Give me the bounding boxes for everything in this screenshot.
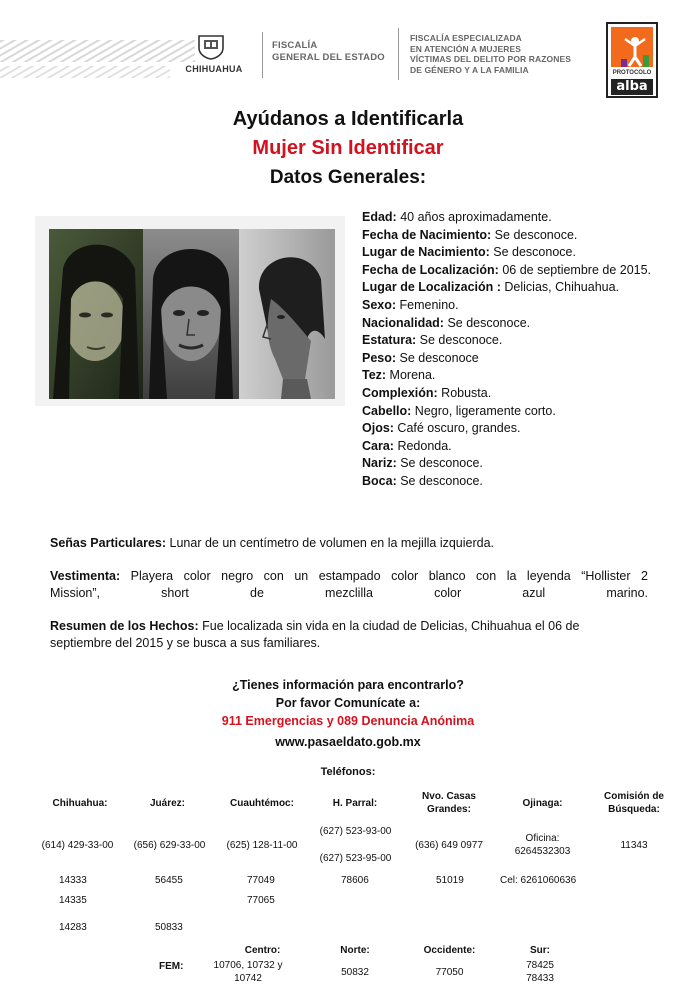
detail-value: 40 años aproximadamente. bbox=[396, 210, 552, 224]
fem-header-norte: Norte: bbox=[340, 945, 370, 956]
phone-header-cuauhtemoc: Cuauhtémoc: bbox=[230, 798, 294, 809]
detail-label: Sexo: bbox=[362, 297, 397, 312]
ojinaga-cel[interactable]: Cel: 6261060636 bbox=[500, 875, 577, 886]
phone-header-ojinaga: Ojinaga: bbox=[522, 798, 563, 809]
vestimenta-line-2: Mission”, short de mezclilla color azul marino. bbox=[50, 586, 648, 600]
detail-row-edad bbox=[362, 209, 662, 227]
detail-row-tez bbox=[362, 367, 662, 385]
contact-call: Por favor Comunícate a: bbox=[275, 696, 421, 710]
photo-frame bbox=[35, 216, 345, 406]
face-reconstruction-graphic bbox=[49, 229, 335, 399]
fiscalia-especializada-logo bbox=[410, 33, 600, 75]
detail-value: Café oscuro, grandes. bbox=[393, 421, 521, 436]
decorative-stripe bbox=[0, 40, 195, 62]
phone-header-comision: Comisión de Búsqueda: bbox=[603, 791, 664, 815]
fem-header-occidente: Occidente: bbox=[423, 945, 476, 956]
fem-norte-value: 50832 bbox=[341, 967, 369, 978]
detail-row-sexo bbox=[362, 297, 662, 315]
detail-label: Nariz: bbox=[362, 456, 397, 471]
especializada-line: VÍCTIMAS DEL DELITO POR RAZONES bbox=[410, 54, 571, 64]
state-shield-icon bbox=[196, 34, 226, 60]
detail-row-estatura bbox=[362, 332, 662, 350]
detail-value: Delicias, Chihuahua. bbox=[500, 280, 620, 295]
detail-value: Se desconoce bbox=[396, 350, 479, 365]
face-reconstruction-image bbox=[49, 229, 335, 399]
phone-cuauhtemoc[interactable]: (625) 128-11-00 bbox=[226, 840, 298, 851]
fem-sur-value-2: 78433 bbox=[526, 973, 554, 984]
phone-juarez[interactable]: (656) 629-33-00 bbox=[133, 840, 206, 851]
ext-juarez-2: 50833 bbox=[155, 922, 183, 933]
detail-value: Se desconoce. bbox=[396, 473, 483, 488]
ext-juarez-1: 56455 bbox=[155, 875, 183, 886]
resumen-line-2: septiembre del 2015 y se busca a sus familiares. bbox=[50, 636, 321, 650]
detail-row-ojos bbox=[362, 420, 662, 438]
detail-value: Robusta. bbox=[437, 385, 492, 400]
vestimenta-label: Vestimenta: bbox=[50, 569, 121, 583]
senas-value: Lunar de un centímetro de volumen en la mejilla izquierda. bbox=[166, 536, 495, 550]
decorative-stripe bbox=[0, 66, 170, 78]
detail-label: Complexión: bbox=[362, 385, 438, 400]
website-link[interactable]: www.pasaeldato.gob.mx bbox=[275, 735, 421, 749]
alba-figure-icon bbox=[621, 35, 649, 67]
detail-row-nacionalidad bbox=[362, 315, 662, 333]
especializada-line: FISCALÍA ESPECIALIZADA bbox=[410, 33, 522, 43]
detail-value: Negro, ligeramente corto. bbox=[411, 403, 556, 418]
fem-header-centro: Centro: bbox=[244, 945, 281, 956]
especializada-line: EN ATENCIÓN A MUJERES bbox=[410, 43, 522, 54]
phone-parral-1[interactable]: (627) 523-93-00 bbox=[319, 826, 392, 837]
fiscalia-line-1: FISCALÍA bbox=[272, 40, 318, 51]
fem-header-sur: Sur: bbox=[530, 945, 550, 956]
ext-chihuahua-1: 14333 bbox=[59, 875, 87, 886]
page-subtitle: Mujer Sin Identificar bbox=[252, 137, 444, 159]
resumen-label: Resumen de los Hechos: bbox=[50, 619, 199, 633]
page-title: Ayúdanos a Identificarla bbox=[232, 108, 464, 130]
header-divider bbox=[262, 32, 263, 78]
ext-parral-1: 78606 bbox=[341, 875, 369, 886]
phone-header-parral: H. Parral: bbox=[332, 798, 378, 809]
senas-label: Señas Particulares: bbox=[50, 536, 167, 550]
ext-casas-grandes-1: 51019 bbox=[436, 875, 464, 886]
vestimenta-value: Playera color negro con un estampado color blanco con la leyenda “Hollister 2 bbox=[120, 569, 648, 583]
ext-chihuahua-3: 14283 bbox=[59, 922, 87, 933]
header-divider bbox=[398, 28, 399, 80]
phone-parral-2[interactable]: (627) 523-95-00 bbox=[319, 853, 392, 864]
state-name: CHIHUAHUA bbox=[185, 64, 243, 74]
detail-label: Cara: bbox=[362, 438, 394, 453]
detail-row-lugar-nacimiento bbox=[362, 244, 662, 262]
detail-row-fecha-localizacion bbox=[362, 262, 662, 280]
protocolo-alba-logo bbox=[606, 22, 658, 98]
detail-row-boca bbox=[362, 473, 662, 491]
fem-occidente-value: 77050 bbox=[435, 967, 464, 978]
phone-header-casas-grandes: Nvo. Casas Grandes: bbox=[422, 791, 476, 815]
fem-sur-value-1: 78425 bbox=[526, 960, 554, 971]
detail-label: Estatura: bbox=[362, 333, 417, 348]
detail-label: Edad: bbox=[362, 210, 397, 224]
ext-cuauhtemoc-2: 77065 bbox=[247, 895, 275, 906]
protocolo-label: PROTOCOLO bbox=[612, 70, 652, 76]
phone-ojinaga-oficina[interactable]: Oficina: 6264532303 bbox=[514, 833, 571, 857]
detail-value: Se desconoce. bbox=[491, 227, 578, 242]
detail-row-nariz bbox=[362, 455, 662, 473]
detail-row-cabello bbox=[362, 403, 662, 421]
detail-value: Femenino. bbox=[396, 297, 459, 312]
detail-row-fecha-nacimiento bbox=[362, 227, 662, 245]
detail-row-peso bbox=[362, 350, 662, 368]
detail-label: Peso: bbox=[362, 350, 397, 365]
detail-label: Tez: bbox=[362, 368, 387, 383]
phones-title: Teléfonos: bbox=[320, 766, 376, 778]
details-list bbox=[362, 209, 662, 491]
detail-value: Se desconoce. bbox=[416, 333, 503, 348]
contact-question: ¿Tienes información para encontrarlo? bbox=[232, 678, 464, 692]
detail-label: Fecha de Localización: bbox=[362, 262, 499, 277]
detail-label: Ojos: bbox=[362, 421, 394, 436]
detail-label: Nacionalidad: bbox=[362, 315, 444, 330]
detail-row-complexion bbox=[362, 385, 662, 403]
header-bar bbox=[0, 0, 696, 100]
phone-comision[interactable]: 11343 bbox=[620, 840, 648, 851]
senas-particulares bbox=[50, 535, 648, 552]
resumen-value: Fue localizada sin vida en la ciudad de Delicias, Chihuahua el 06 de bbox=[198, 619, 580, 633]
detail-label: Lugar de Nacimiento: bbox=[362, 245, 490, 260]
detail-row-cara bbox=[362, 438, 662, 456]
detail-value: Se desconoce. bbox=[489, 245, 576, 260]
detail-value: Se desconoce. bbox=[396, 456, 483, 471]
detail-label: Cabello: bbox=[362, 403, 412, 418]
especializada-line: DE GÉNERO Y A LA FAMILIA bbox=[410, 64, 529, 75]
fem-centro-values: 10706, 10732 y 10742 bbox=[213, 960, 283, 984]
ext-cuauhtemoc-1: 77049 bbox=[247, 875, 275, 886]
vestimenta bbox=[50, 568, 648, 602]
ext-chihuahua-2: 14335 bbox=[59, 895, 87, 906]
detail-label: Boca: bbox=[362, 473, 397, 488]
resumen-hechos bbox=[50, 618, 648, 652]
phone-casas-grandes[interactable]: (636) 649 0977 bbox=[415, 840, 483, 851]
detail-label: Fecha de Nacimiento: bbox=[362, 227, 492, 242]
detail-value: Se desconoce. bbox=[443, 315, 531, 330]
resumen-line-1 bbox=[50, 618, 648, 635]
fem-label: FEM: bbox=[159, 961, 184, 972]
detail-label: Lugar de Localización : bbox=[362, 280, 501, 295]
phone-chihuahua[interactable]: (614) 429-33-00 bbox=[41, 840, 114, 851]
vestimenta-line-1 bbox=[50, 568, 648, 585]
detail-value: Redonda. bbox=[393, 438, 452, 453]
fiscalia-general-logo bbox=[272, 40, 385, 64]
alba-label: alba bbox=[611, 79, 653, 95]
detail-value: Morena. bbox=[386, 368, 436, 383]
detail-value: 06 de septiembre de 2015. bbox=[498, 262, 652, 277]
emergency-numbers: 911 Emergencias y 089 Denuncia Anónima bbox=[221, 714, 475, 728]
alba-logo-figure bbox=[611, 27, 653, 67]
detail-row-lugar-localizacion bbox=[362, 279, 662, 297]
phone-header-chihuahua: Chihuahua: bbox=[52, 798, 108, 809]
fiscalia-line-2: GENERAL DEL ESTADO bbox=[272, 52, 385, 63]
section-title: Datos Generales: bbox=[269, 167, 427, 188]
phone-header-juarez: Juárez: bbox=[149, 798, 185, 809]
